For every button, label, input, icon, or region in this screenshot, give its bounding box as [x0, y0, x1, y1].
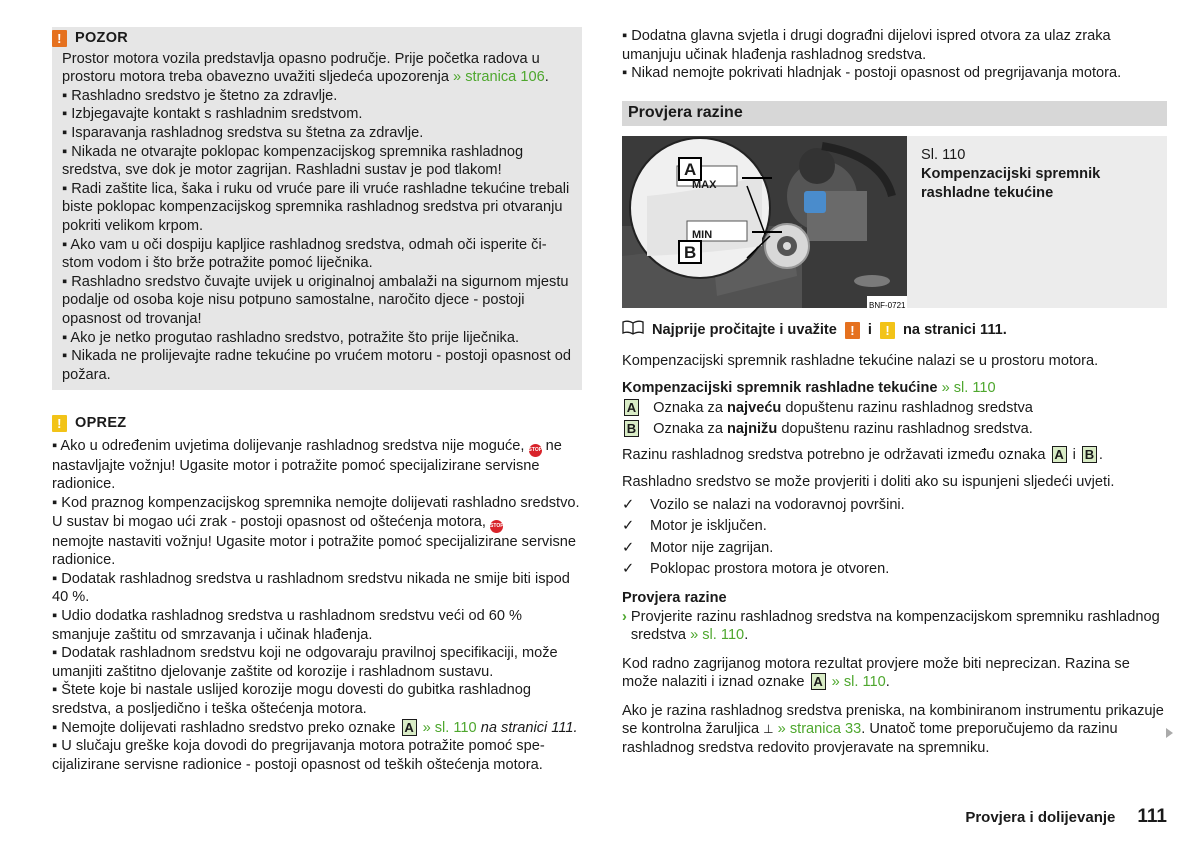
- stop-icon: STOP: [529, 444, 542, 457]
- warning-icon: !: [845, 322, 860, 339]
- warning-item: ▪ Izbjegavajte kontakt s rashladnim sredstvom.: [62, 106, 363, 123]
- warning-item: ▪ Rashladno sredstvo čuvajte uvijek u originalnoj ambalaži na sigurnom mjestu podalje od osoba koje nisu potpuno samostalne, naročito djece - postoji opasnost od trovanja!: [62, 273, 569, 327]
- label-a: A: [684, 160, 697, 180]
- figure-caption: [907, 136, 1167, 308]
- caution-item: ▪ U slučaju greške koja dovodi do pregrijavanja motora potražite pomoć specijalizirane servisne radionice - postoji opasnost od teških oštećenja motora.: [52, 738, 545, 773]
- section-title: Provjera razine: [622, 101, 1167, 127]
- page-number: 111: [1137, 806, 1167, 827]
- warning-intro: Prostor motora vozila predstavlja opasno područje. Prije početka radova u prostoru motora treba obavezno uvažiti sljedeća upozorenja » stranica 106.: [62, 50, 549, 86]
- caution-item: ▪ Štete koje bi nastale uslijed korozije mogu dovesti do gubitka rashladnog sredstva, a posljedično i teška oštećenja motora.: [52, 682, 531, 717]
- check-item: ✓ Poklopac prostora motora je otvoren.: [622, 561, 890, 578]
- list-item: ▪ Dodatna glavna svjetla i drugi dograđni dijelovi ispred otvora za ulaz zraka umanjuju učinak hlađenja rashladnog sredstva.: [622, 28, 1111, 63]
- check-icon: ✓: [622, 561, 635, 578]
- caution-item: ▪ Ako u određenim uvjetima dolijevanje rashladnog sredstva nije moguće, STOP ne nastavljajte vožnju! Ugasite motor i potražite pomoć specijalizirane servisne radionice.: [52, 437, 562, 493]
- left-column: [52, 27, 582, 774]
- paragraph: Kod radno zagrijanog motora rezultat provjere može biti neprecizan. Razina se može nalaziti i iznad oznake A » sl. 110.: [622, 655, 1130, 691]
- mark-a-line: A Oznaka za najveću dopuštenu razinu rashladnog sredstva: [622, 399, 1167, 418]
- figure-link[interactable]: » sl. 110: [422, 719, 477, 736]
- continue-arrow-icon: [1166, 728, 1173, 738]
- engine-bay-illustration: [622, 136, 907, 308]
- check-item: ✓ Vozilo se nalazi na vodoravnoj površini.: [622, 496, 905, 513]
- caution-item: ▪ Nemojte dolijevati rashladno sredstvo preko oznake A » sl. 110 na stranici 111.: [52, 719, 578, 736]
- caution-box: [52, 412, 582, 774]
- caution-icon: !: [52, 415, 67, 432]
- mark-b-line: B Oznaka za najnižu dopuštenu razinu rashladnog sredstva.: [622, 420, 1167, 439]
- footer-section: Provjera i dolijevanje: [965, 809, 1116, 826]
- figure-link[interactable]: » sl. 110: [690, 627, 745, 644]
- warning-item: ▪ Isparavanja rashladnog sredstva su štetna za zdravlje.: [62, 124, 424, 141]
- check-icon: ✓: [622, 539, 635, 556]
- warning-item: ▪ Radi zaštite lica, šaka i ruku od vruće pare ili vruće rashladne tekućine trebali biste poklopac kompenzacijskog spremnika rashladnog sredstva pri otvaranju pokriti velikom krpom.: [62, 180, 570, 234]
- paragraph: Kompenzacijski spremnik rashladne tekućine nalazi se u prostoru motora.: [622, 352, 1099, 369]
- warning-item: ▪ Ako je netko progutao rashladno sredstvo, potražite što prije liječnika.: [62, 329, 520, 346]
- page-footer: [965, 806, 1167, 828]
- step-arrow-icon: ›: [622, 608, 627, 625]
- label-b: B: [684, 243, 697, 263]
- warning-title: POZOR: [75, 30, 129, 46]
- figure-code: BNF-0721: [869, 301, 906, 311]
- page-link[interactable]: » stranica 106: [453, 69, 545, 86]
- caution-item: ▪ Udio dodatka rashladnog sredstva u rashladnom sredstvu veći od 60 % smanjuje zaštitu od smrzavanja i učinak hlađenja.: [52, 608, 523, 643]
- caution-body: [52, 433, 582, 775]
- page-link[interactable]: » stranica 33: [777, 721, 862, 738]
- warning-icon: !: [52, 30, 67, 47]
- coolant-warning-icon: ⊥: [763, 722, 774, 737]
- read-first-note: Najprije pročitajte i uvažite ! i ! na stranici 111.: [622, 320, 1167, 341]
- min-mark: MIN: [692, 229, 713, 242]
- check-item: ✓ Motor je isključen.: [622, 518, 767, 535]
- warning-box: [52, 27, 582, 390]
- mark-a-box: A: [811, 673, 826, 690]
- mark-a-box: A: [624, 399, 639, 416]
- caution-item: ▪ Kod praznog kompenzacijskog spremnika nemojte dolijevati rashladno sredstvo. U sustav bi mogao ući zrak - postoji opasnost od oštećenja motora, STOP nemojte nastaviti vožnju! Ugasite motor i potražite pomoć specijalizirane servisne radionice.: [52, 495, 580, 569]
- warning-item: ▪ Rashladno sredstvo je štetno za zdravlje.: [62, 87, 338, 104]
- figure-link[interactable]: » sl. 110: [941, 379, 996, 396]
- figure-link[interactable]: » sl. 110: [831, 674, 886, 691]
- figure-title: Kompenzacijski spremnik rashladne tekućine: [921, 165, 1101, 201]
- mark-a-box: A: [402, 719, 417, 736]
- caution-header: [52, 412, 582, 433]
- mark-b-box: B: [1082, 446, 1097, 463]
- stop-icon: STOP: [490, 520, 503, 533]
- caution-icon: !: [880, 322, 895, 339]
- paragraph: Razinu rashladnog sredstva potrebno je održavati između oznaka A i B .: [622, 447, 1103, 464]
- paragraph: Ako je razina rashladnog sredstva preniska, na kombiniranom instrumentu prikazuje se kontrolna žaruljica ⊥ » stranica 33. Unatoč tome preporučujemo da razinu rashladnog sredstva redovito provjeravate na spremniku.: [622, 702, 1164, 757]
- mark-b-box: B: [624, 420, 639, 437]
- paragraph: Rashladno sredstvo se može provjeriti i doliti ako su ispunjeni sljedeći uvjeti.: [622, 473, 1115, 490]
- warning-item: ▪ Nikada ne otvarajte poklopac kompenzacijskog spremnika rashladnog sredstva, sve dok je motor zagrijan. Rashladni sustav je pod tlakom!: [62, 143, 524, 179]
- warning-item: ▪ Nikada ne prolijevajte radne tekućine po vrućem motoru - postoji opasnost od požara.: [62, 348, 571, 383]
- caution-item: ▪ Dodatak rashladnog sredstva u rashladnom sredstvu nikada ne smije biti ispod 40 %.: [52, 570, 570, 606]
- mark-a-box: A: [1052, 446, 1067, 463]
- check-icon: ✓: [622, 496, 635, 513]
- check-item: ✓ Motor nije zagrijan.: [622, 539, 774, 556]
- step-item: › Provjerite razinu rashladnog sredstva na kompenzacijskom spremniku rashladnog sredstva » sl. 110.: [622, 608, 1160, 644]
- caution-item: ▪ Dodatak rashladnom sredstvu koji ne odgovaraju pravilnoj specifikaciji, može umanjiti zaštitno djelovanje zaštite od korozije i rashladnom sustavu.: [52, 645, 558, 680]
- coolant-tank-photo: [622, 136, 907, 311]
- caution-title: OPREZ: [75, 415, 127, 432]
- warning-body: [52, 48, 582, 385]
- paragraph: Kompenzacijski spremnik rashladne tekućine » sl. 110: [622, 379, 996, 396]
- figure-number: Sl. 110: [921, 147, 966, 164]
- warning-item: ▪ Ako vam u oči dospiju kapljice rashladnog sredstva, odmah oči isperite čistom vodom i što brže potražite pomoć liječnika.: [62, 236, 547, 272]
- book-icon: [622, 320, 644, 341]
- right-column: [622, 27, 1167, 758]
- sub-heading: Provjera razine: [622, 589, 727, 606]
- warning-header: [52, 27, 582, 48]
- check-icon: ✓: [622, 518, 635, 535]
- figure: [622, 136, 1167, 311]
- max-mark: MAX: [692, 179, 717, 192]
- list-item: ▪ Nikad nemojte pokrivati hladnjak - postoji opasnost od pregrijavanja motora.: [622, 65, 1122, 82]
